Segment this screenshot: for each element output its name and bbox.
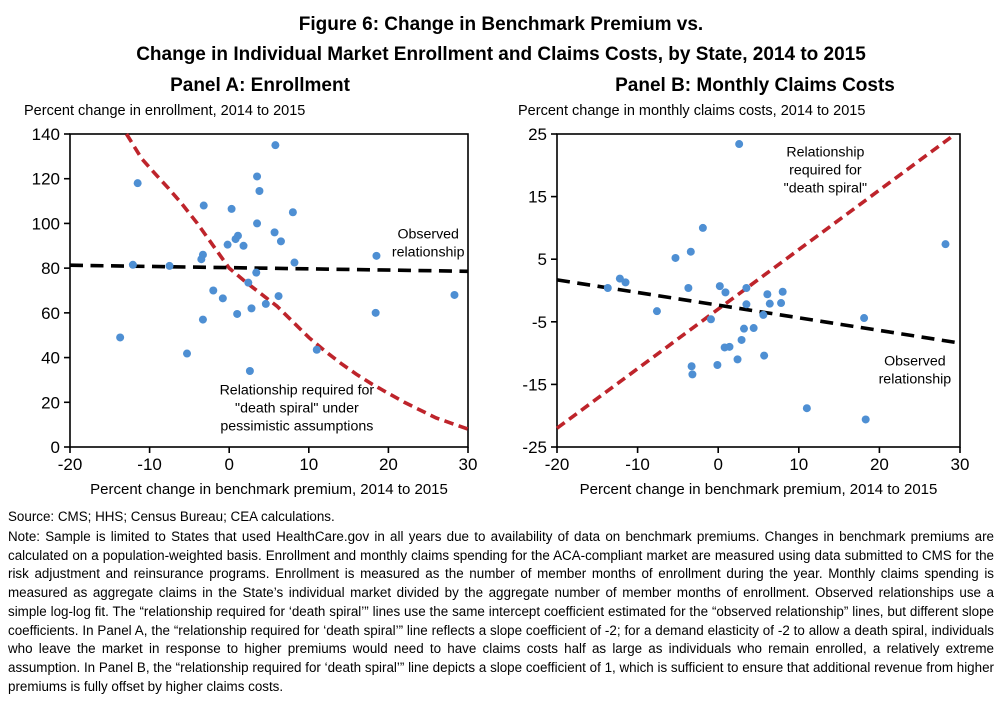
data-point bbox=[777, 299, 785, 307]
data-point bbox=[779, 288, 787, 296]
x-tick-label: 0 bbox=[224, 455, 234, 474]
x-tick-label: -20 bbox=[57, 455, 83, 474]
data-point bbox=[246, 367, 254, 375]
x-tick-label: 20 bbox=[378, 455, 398, 474]
data-point bbox=[129, 261, 137, 269]
data-point bbox=[232, 235, 240, 243]
data-point bbox=[271, 228, 279, 236]
x-tick-label: -10 bbox=[137, 455, 162, 474]
data-point bbox=[134, 179, 142, 187]
data-point bbox=[725, 343, 733, 351]
data-point bbox=[166, 262, 174, 270]
data-point bbox=[735, 140, 743, 148]
y-tick-label: 25 bbox=[528, 125, 547, 144]
death-spiral-label: pessimistic assumptions bbox=[220, 418, 374, 435]
data-point bbox=[277, 237, 285, 245]
death-spiral-label: Relationship bbox=[786, 144, 865, 161]
data-point bbox=[240, 242, 248, 250]
figure-title-line2: Change in Individual Market Enrollment and Claims Costs, by State, 2014 to 2015 bbox=[136, 44, 866, 65]
data-point bbox=[271, 141, 279, 149]
data-point bbox=[116, 333, 124, 341]
data-point bbox=[671, 254, 679, 262]
data-point bbox=[740, 325, 748, 333]
data-point bbox=[763, 290, 771, 298]
data-point bbox=[183, 350, 191, 358]
y-tick-label: -5 bbox=[531, 312, 547, 332]
observed-relationship-line bbox=[557, 280, 960, 343]
data-point bbox=[275, 292, 283, 300]
data-point bbox=[255, 187, 263, 195]
data-point bbox=[653, 307, 661, 315]
data-point bbox=[688, 370, 696, 378]
source-line: Source: CMS; HHS; Census Bureau; CEA calculations. bbox=[8, 509, 335, 524]
data-point bbox=[228, 205, 236, 213]
data-point bbox=[707, 315, 715, 323]
data-point bbox=[766, 300, 774, 308]
data-point bbox=[862, 415, 870, 423]
x-axis-title: Percent change in benchmark premium, 2014 to 2015 bbox=[579, 481, 938, 498]
plot-border bbox=[557, 134, 960, 447]
x-tick-label: -20 bbox=[544, 455, 570, 474]
data-point bbox=[759, 311, 767, 319]
y-tick-label: 60 bbox=[41, 303, 60, 323]
data-point bbox=[252, 269, 260, 277]
data-point bbox=[721, 288, 729, 296]
death-spiral-label: Relationship required for bbox=[219, 382, 375, 399]
data-point bbox=[760, 352, 768, 360]
panel-b-yaxis-caption: Percent change in monthly claims costs, 2014 to 2015 bbox=[518, 103, 866, 119]
data-point bbox=[450, 291, 458, 299]
data-point bbox=[233, 310, 241, 318]
panel-a-chart bbox=[0, 120, 500, 505]
y-tick-label: 0 bbox=[50, 438, 60, 457]
data-point bbox=[688, 362, 696, 370]
y-tick-label: -15 bbox=[522, 375, 547, 395]
y-tick-label: 20 bbox=[41, 393, 60, 413]
panel-a-yaxis-caption: Percent change in enrollment, 2014 to 2015 bbox=[24, 103, 306, 119]
data-point bbox=[716, 282, 724, 290]
y-tick-label: 140 bbox=[31, 125, 60, 144]
data-point bbox=[200, 202, 208, 210]
x-tick-label: 10 bbox=[789, 455, 809, 474]
x-tick-label: -10 bbox=[625, 455, 650, 474]
data-point bbox=[253, 172, 261, 180]
data-point bbox=[941, 240, 949, 248]
x-tick-label: 30 bbox=[950, 455, 970, 474]
x-tick-label: 30 bbox=[458, 455, 478, 474]
data-point bbox=[742, 300, 750, 308]
data-point bbox=[199, 316, 207, 324]
y-tick-label: 40 bbox=[41, 348, 60, 368]
data-point bbox=[219, 294, 227, 302]
y-tick-label: 100 bbox=[31, 214, 60, 234]
data-point bbox=[224, 241, 232, 249]
x-tick-label: 20 bbox=[869, 455, 889, 474]
data-point bbox=[860, 314, 868, 322]
y-tick-label: 5 bbox=[537, 250, 547, 270]
data-point bbox=[197, 255, 205, 263]
panel-b-title: Panel B: Monthly Claims Costs bbox=[615, 75, 895, 96]
observed-relationship-label: Observed bbox=[884, 353, 946, 370]
death-spiral-label: required for bbox=[789, 162, 862, 179]
data-point bbox=[253, 219, 261, 227]
data-point bbox=[742, 284, 750, 292]
y-tick-label: 80 bbox=[41, 259, 60, 279]
y-tick-label: 15 bbox=[528, 187, 547, 207]
data-point bbox=[244, 279, 252, 287]
data-point bbox=[713, 361, 721, 369]
data-point bbox=[738, 336, 746, 344]
y-tick-label: -25 bbox=[522, 438, 547, 457]
observed-relationship-label: relationship bbox=[878, 371, 952, 388]
data-point bbox=[313, 346, 321, 354]
data-point bbox=[372, 252, 380, 260]
data-point bbox=[687, 248, 695, 256]
death-spiral-label: "death spiral" bbox=[783, 180, 868, 197]
observed-relationship-label: relationship bbox=[391, 244, 465, 261]
data-point bbox=[209, 287, 217, 295]
death-spiral-label: "death spiral" under bbox=[235, 400, 359, 417]
data-point bbox=[699, 224, 707, 232]
x-axis-title: Percent change in benchmark premium, 2014 to 2015 bbox=[90, 481, 448, 498]
figure-title-line1: Figure 6: Change in Benchmark Premium vs. bbox=[298, 14, 704, 35]
data-point bbox=[734, 355, 742, 363]
data-point bbox=[684, 284, 692, 292]
data-point bbox=[289, 208, 297, 216]
data-point bbox=[372, 309, 380, 317]
panel-b-chart bbox=[500, 120, 1002, 505]
x-tick-label: 0 bbox=[713, 455, 723, 474]
data-point bbox=[604, 284, 612, 292]
x-tick-label: 10 bbox=[299, 455, 319, 474]
data-point bbox=[750, 324, 758, 332]
data-point bbox=[262, 300, 270, 308]
data-point bbox=[247, 304, 255, 312]
panel-a-title: Panel A: Enrollment bbox=[170, 75, 350, 96]
data-point bbox=[622, 278, 630, 286]
data-point bbox=[290, 259, 298, 267]
observed-relationship-label: Observed bbox=[397, 226, 459, 243]
note-block: Note: Sample is limited to States that used HealthCare.gov in all years due to availability of data on benchmark premiums. Changes in benchmark premiums are calculated on a population-weighted basis. Enrollment and monthly claims spending for the ACA-compliant market are measured using data submitted to CMS for the risk adjustment and reinsurance programs. Enrollment is measured as the number of member months of enrollment during the year. Monthly claims spending is measured as aggregate claims in the State’s individual market divided by the aggregate number of member months of enrollment. Observed relationships use a simple log-log fit. The “relationship required for ‘death spiral’” lines use the same intercept coefficient estimated for the “observed relationship” lines, but different slope coefficients. In Panel A, the “relationship required for ‘death spiral’” line reflects a slope coefficient of -2; for a demand elasticity of -2 to allow a death spiral, individuals who leave the market in response to higher premiums would need to have claims costs half as large as individuals who remain enrolled, a relatively extreme assumption. In Panel B, the “relationship required for ‘death spiral’” line depicts a slope coefficient of 1, which is sufficient to ensure that additional revenue from higher premiums is fully offset by higher claims costs. bbox=[8, 529, 994, 694]
y-tick-label: 120 bbox=[31, 169, 60, 189]
data-point bbox=[803, 404, 811, 412]
